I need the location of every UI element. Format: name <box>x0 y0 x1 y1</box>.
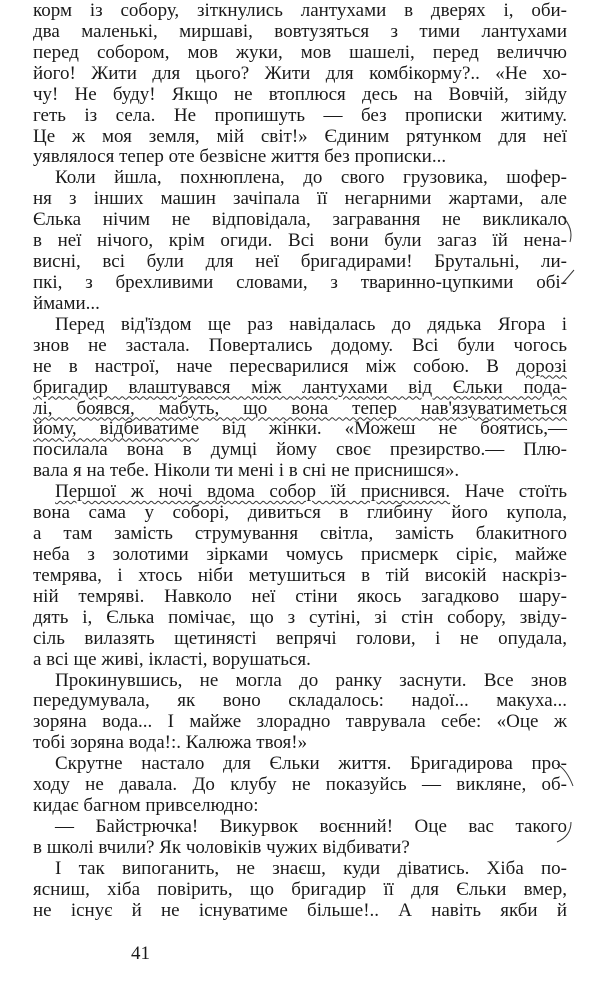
text-line <box>33 629 567 650</box>
text-segment: геть із села. Не пропишуть — без прописки житиму. <box>33 104 567 126</box>
text-segment: висні, всі були для неї бригадирами! Брутальні, ли- <box>33 251 567 273</box>
text-segment: дять і, Єлька помічає, що з сутіні, зі стін собору, звіду- <box>33 606 567 628</box>
paragraph <box>33 817 567 859</box>
text-line <box>33 22 567 43</box>
text-segment: Перед від'їздом ще раз навідалась до дядька Ягора і <box>55 313 567 335</box>
text-line <box>33 838 567 859</box>
text-line <box>33 440 567 461</box>
text-line <box>33 419 567 440</box>
text-segment: Єлька нічим не відповідала, загравання не викликало <box>33 209 567 231</box>
text-segment: в неї нічого, крім огиди. Всі вони були загаз їй нена- <box>33 230 567 252</box>
text-line <box>33 357 567 378</box>
paragraph <box>33 315 567 482</box>
text-line <box>33 503 567 524</box>
text-line <box>33 461 567 482</box>
text-line <box>33 315 567 336</box>
text-line <box>33 817 567 838</box>
text-line <box>33 587 567 608</box>
text-segment: вона сама у соборі, дивиться в глибину його купола, <box>33 502 567 524</box>
text-segment: в школі вчили? Як чоловіків чужих відбивати? <box>33 836 410 858</box>
page-number: 41 <box>131 943 150 964</box>
text-line <box>33 336 567 357</box>
text-segment: передумувала, як воно складалось: надої... макуха... <box>33 690 567 712</box>
text-segment: І так випоганить, не знаєш, куди діватись. Хіба по- <box>55 857 567 879</box>
text-segment: а там замість струмування світла, замість блакитного <box>33 523 567 545</box>
text-line <box>33 880 567 901</box>
paragraph <box>33 671 567 755</box>
text-line <box>33 859 567 880</box>
text-line <box>33 189 567 210</box>
text-segment: корм із собору, зіткнулись лантухами в дверях і, оби- <box>33 0 567 21</box>
text-segment: ня з інших машин зачіпала її негарними жартами, але <box>33 188 567 210</box>
text-segment: сіль вилазять щетинясті вепрячі голови, і не опудала, <box>33 627 567 649</box>
text-line <box>33 273 567 294</box>
paragraph <box>33 859 567 922</box>
text-line <box>33 754 567 775</box>
text-line <box>33 252 567 273</box>
text-line <box>33 712 567 733</box>
text-line <box>33 901 567 922</box>
text-line <box>33 733 567 754</box>
text-line <box>33 43 567 64</box>
text-line <box>33 378 567 399</box>
text-line <box>33 691 567 712</box>
text-segment: Наче стоїть <box>450 481 568 503</box>
text-segment: Коли йшла, похнюплена, до свого грузовика, шофер- <box>55 167 567 189</box>
text-segment: знов не застала. Повертались додому. Всі були чогось <box>33 334 567 356</box>
text-line <box>33 524 567 545</box>
paragraph <box>33 754 567 817</box>
text-line <box>33 1 567 22</box>
text-segment: ходу не давала. До клубу не показуйсь — викляне, об- <box>33 774 567 796</box>
text-segment: ймами... <box>33 292 100 314</box>
text-line <box>33 64 567 85</box>
text-segment: ній темряві. Навколо неї стіни якось загадково шару- <box>33 585 567 607</box>
paragraph <box>33 482 567 670</box>
paragraph <box>33 1 567 168</box>
text-line <box>33 147 567 168</box>
text-line <box>33 106 567 127</box>
text-segment: а всі ще живі, ікласті, ворушаться. <box>33 648 311 670</box>
text-segment: від жінки. «Можеш не боятись,— <box>199 418 567 440</box>
text-segment: Прокинувшись, не могла до ранку заснути. Все знов <box>55 669 567 691</box>
text-segment: пкі, з брехливими словами, з тваринно-цупкими обі- <box>33 271 567 293</box>
underlined-text: дорозі <box>516 355 567 377</box>
text-segment: Скрутне настало для Єльки життя. Бригадирова про- <box>55 753 567 775</box>
text-line <box>33 545 567 566</box>
margin-mark-1 <box>560 214 580 244</box>
text-segment: не в настрої, наче пересварилися між собою. В <box>33 355 517 377</box>
text-segment: вала я на тебе. Ніколи ти мені і в сні не приснишся». <box>33 460 460 482</box>
text-line <box>33 566 567 587</box>
text-segment: неба з золотими зірками чомусь присмерк сіріє, майже <box>33 543 567 565</box>
text-segment: посилала вона в думці йому своє презирство.— Плю- <box>33 439 567 461</box>
margin-mark-3 <box>555 762 575 788</box>
text-segment: уявлялося тепер оте безвісне життя без прописки... <box>33 146 447 168</box>
text-line <box>33 608 567 629</box>
text-segment: чу! Не буду! Якщо не втоплюся десь на Вовчій, зійду <box>33 83 567 105</box>
text-segment: Це ж моя земля, мій світ!» Єдиним рятунком для неї <box>33 125 567 147</box>
text-segment: зоряна вода... І майже злорадно таврувала себе: «Оце ж <box>33 711 567 733</box>
underlined-text: Першої ж ночі вдома собор їй приснився. <box>55 481 451 503</box>
text-line <box>33 482 567 503</box>
text-segment: темрява, і хтось ніби метушиться в тій високій наскріз- <box>33 564 567 586</box>
text-segment: перед собором, мов жуки, мов шашелі, перед величчю <box>33 41 567 63</box>
text-line <box>33 650 567 671</box>
text-line <box>33 210 567 231</box>
text-line <box>33 294 567 315</box>
text-line <box>33 671 567 692</box>
text-line <box>33 796 567 817</box>
margin-mark-4 <box>555 820 575 844</box>
text-line <box>33 399 567 420</box>
paragraph <box>33 168 567 314</box>
text-segment: кидає багном привселюдно: <box>33 795 259 817</box>
text-segment: не існує й не існуватиме більше!.. А навіть якби й <box>33 899 567 921</box>
book-page-text <box>33 1 567 922</box>
text-segment: його! Жити для цього? Жити для комбікорму?.. «Не хо- <box>33 62 567 84</box>
underlined-text: лі, боявся, мабуть, що вона тепер нав'язуватиметься <box>33 397 567 419</box>
text-line <box>33 168 567 189</box>
text-line <box>33 127 567 148</box>
text-line <box>33 231 567 252</box>
underlined-text: бригадир влаштувався між лантухами від Єльки пода- <box>33 376 567 398</box>
text-segment: тобі зоряна вода!:. Калюжа твоя!» <box>33 732 308 754</box>
text-line <box>33 85 567 106</box>
text-segment: два маленькі, миршаві, вовтузяться з тими лантухами <box>33 20 567 42</box>
text-segment: — Байстрючка! Викурвок воєнний! Оце вас такого <box>55 815 567 837</box>
text-segment: ясниш, хіба повірить, що бригадир її для Єльки вмер, <box>33 878 567 900</box>
underlined-text: йому, відбиватиме <box>33 418 200 440</box>
margin-mark-2 <box>560 268 576 288</box>
text-line <box>33 775 567 796</box>
